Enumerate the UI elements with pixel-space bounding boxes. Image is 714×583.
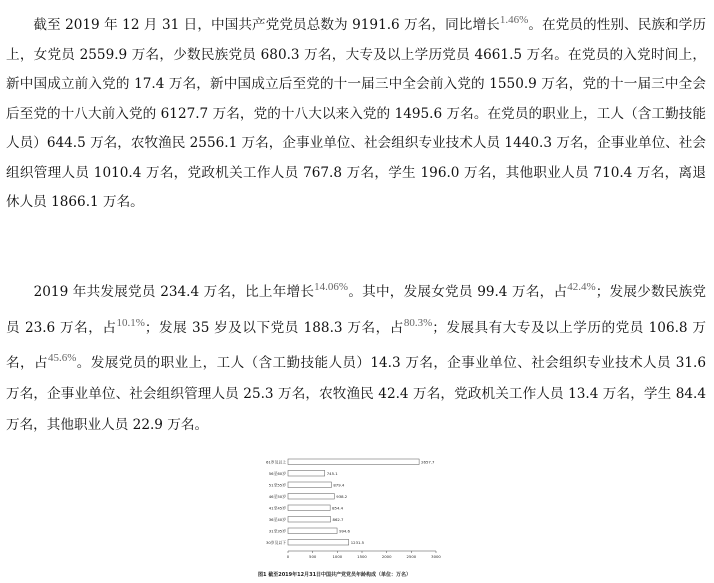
percentage-value: 42.4% (567, 281, 596, 293)
bar (288, 471, 325, 477)
bar (288, 528, 337, 534)
category-label: 31至35岁 (268, 528, 286, 534)
category-label: 36至40岁 (268, 516, 286, 522)
value-label: 879.4 (333, 482, 345, 488)
category-label: 41至45岁 (268, 505, 286, 511)
category-label: 30岁及以下 (265, 539, 286, 545)
x-tick-label: 500 (309, 554, 317, 559)
x-tick-label: 2500 (406, 554, 417, 559)
age-composition-bar-chart (250, 454, 450, 583)
percentage-value: 1.46% (499, 14, 529, 26)
category-label: 61岁及以上 (265, 459, 286, 465)
value-label: 854.4 (332, 505, 344, 511)
x-tick-label: 2000 (381, 554, 392, 559)
bar (288, 517, 331, 523)
text-run: 。在党员的性别、民族和学历上，女党员 2559.9 万名，少数民族党员 680.3 万名，大专及以上学历党员 4661.5 万名。在党员的入党时间上，新中国成立前入党的 17.4 万名，新中国成立后至党的十一届三中全会前入党的 1550.9 万名，党的十一届三中全会后至党的十八大前入党的 6127.7 万名，党的十八大以来入党的 1495.6 万名。在党员的职业上，工人（含工勤技能人员）644.5 万名，农牧渔民 2556.1 万名，企事业单位、社会组织专业技术人员 1440.3 万名，企事业单位、社会组织管理人员 1010.4 万名，党政机关工作人员 767.8 万名，学生 196.0 万名，其他职业人员 710.4 万名，离退休人员 1866.1 万名。 (6, 17, 706, 210)
x-tick-label: 1500 (357, 554, 367, 559)
x-tick-label: 3000 (431, 554, 441, 559)
x-tick-label: 0 (286, 554, 290, 559)
value-label: 1231.5 (350, 539, 365, 545)
percentage-value: 80.3% (403, 316, 433, 329)
percentage-value: 10.1% (116, 316, 145, 329)
text-run: 。其中，发展女党员 99.4 万名，占 (348, 284, 568, 300)
x-tick-label: 1000 (332, 554, 343, 559)
text-run: 2019 年共发展党员 234.4 万名，比上年增长 (6, 284, 315, 300)
category-label: 46至50岁 (268, 493, 286, 499)
chart-caption: 图1 截至2019年12月31日中国共产党党员年龄构成（单位：万名） (258, 572, 412, 578)
value-label: 994.6 (339, 528, 350, 534)
category-label: 56至60岁 (268, 470, 286, 476)
text-run: ；发展 35 岁及以下党员 188.3 万名，占 (144, 319, 404, 336)
x-axis-ticks (287, 551, 442, 559)
category-label: 51至55岁 (268, 482, 286, 488)
paragraph-membership-totals (6, 6, 706, 218)
bar (288, 505, 330, 511)
bar (288, 540, 349, 546)
text-run: 。发展党员的职业上，工人（含工勤技能人员）14.3 万名，企事业单位、社会组织专业技术人员 31.6 万名，企事业单位、社会组织管理人员 25.3 万名，农牧渔民 42.4 万名，党政机关工作人员 13.4 万名，学生 84.4 万名，其他职业人员 22.9 万名。 (6, 355, 706, 433)
bar (288, 482, 331, 488)
value-label: 938.2 (336, 493, 348, 499)
percentage-value: 45.6% (47, 352, 77, 365)
text-run: ；发展少数民族党员 23.6 万名，占 (6, 284, 706, 336)
value-label: 745.1 (326, 470, 338, 476)
percentage-value: 14.06% (314, 281, 349, 293)
value-label: 2657.7 (421, 459, 435, 465)
chart-bars (266, 459, 435, 545)
bar (288, 494, 334, 500)
bar (288, 459, 419, 465)
value-label: 862.7 (332, 516, 344, 522)
paragraph-new-members-2019 (6, 272, 706, 441)
text-run: ；发展具有大专及以上学历的党员 106.8 万名，占 (6, 319, 706, 372)
text-run: 截至 2019 年 12 月 31 日，中国共产党党员总数为 9191.6 万名，同比增长 (6, 17, 500, 33)
